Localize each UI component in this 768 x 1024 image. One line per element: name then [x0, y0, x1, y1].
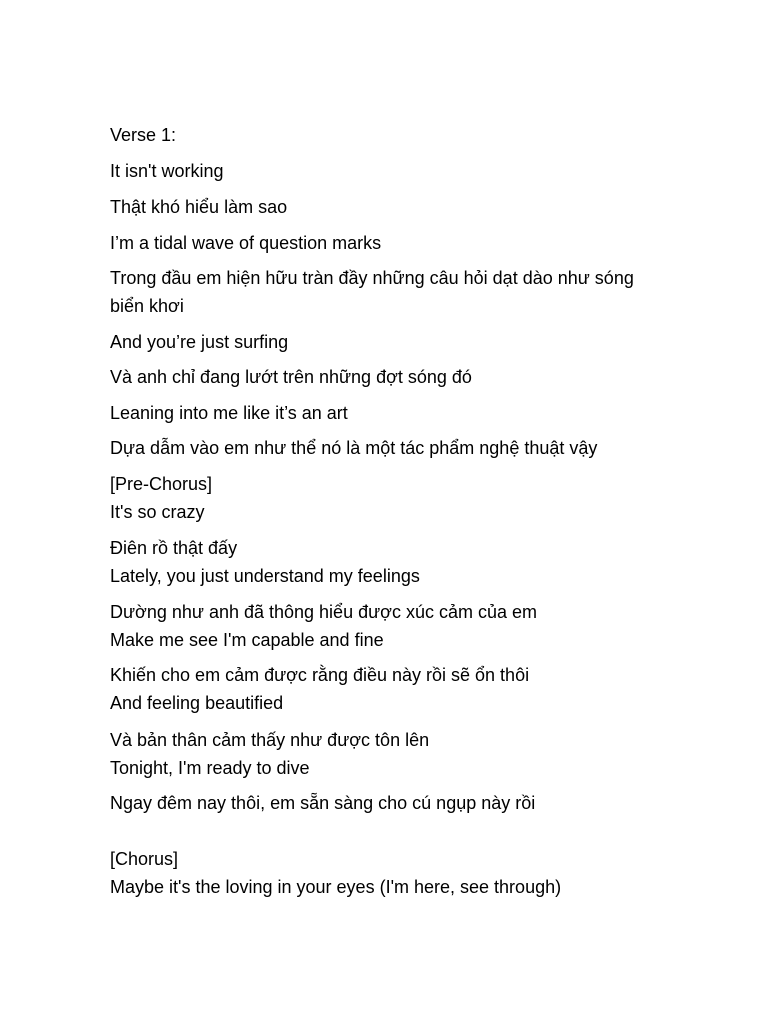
lyric-line: Và anh chỉ đang lướt trên những đợt sóng đó	[110, 367, 472, 387]
prechorus-header: [Pre-Chorus]	[110, 474, 213, 494]
lyric-line: Leaning into me like it’s an art	[110, 403, 348, 423]
lyric-line: Khiến cho em cảm được rằng điều này rồi sẽ ổn thôi	[110, 665, 530, 685]
lyric-line: Thật khó hiểu làm sao	[110, 197, 288, 217]
lyric-line: Điên rồ thật đấy	[110, 538, 238, 558]
lyric-line: Tonight, I'm ready to dive	[110, 758, 310, 778]
lyric-line: Make me see I'm capable and fine	[110, 630, 384, 650]
lyric-line: biển khơi	[110, 296, 184, 316]
lyric-line: It isn't working	[110, 161, 224, 181]
chorus-header: [Chorus]	[110, 849, 179, 869]
lyric-line: Dường như anh đã thông hiểu được xúc cảm của em	[110, 602, 537, 622]
lyric-line: Trong đầu em hiện hữu tràn đầy những câu hỏi dạt dào như sóng	[110, 268, 634, 288]
lyric-line: Và bản thân cảm thấy như được tôn lên	[110, 730, 430, 750]
lyric-line: Maybe it's the loving in your eyes (I'm here, see through)	[110, 877, 562, 897]
lyric-line: Ngay đêm nay thôi, em sẵn sàng cho cú ngụp này rồi	[110, 793, 536, 813]
lyric-line: I’m a tidal wave of question marks	[110, 233, 382, 253]
lyric-line: And feeling beautified	[110, 693, 284, 713]
lyric-line: Dựa dẫm vào em như thể nó là một tác phẩm nghệ thuật vậy	[110, 438, 598, 458]
lyric-line: And you’re just surfing	[110, 332, 289, 352]
lyric-line: It's so crazy	[110, 502, 205, 522]
verse1-header: Verse 1:	[110, 125, 177, 145]
lyric-line: Lately, you just understand my feelings	[110, 566, 420, 586]
